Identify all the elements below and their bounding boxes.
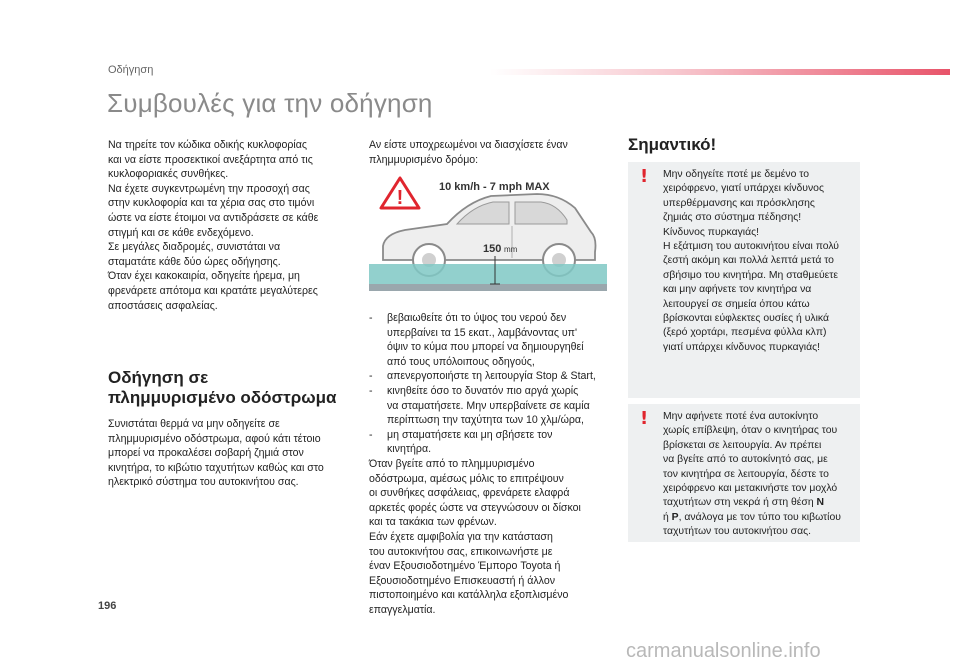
header-gradient-bar xyxy=(490,69,950,75)
warning-box-handbrake xyxy=(628,162,860,398)
warning-text-unattended: Μην αφήνετε ποτέ ένα αυτοκίνητο χωρίς επίβλεψη, όταν ο κινητήρας του βρίσκεται σε λειτουργία. Αν πρέπει να βγείτε από το αυτοκίνητό σας, με τον κινητήρα σε λειτουργία, δέστε το χειρόφρενο και μετακινήστε τον μοχλό ταχυτήτων στη νεκρά ή στη θέση N ή P, ανάλογα με τον τύπο του κιβωτίου ταχυτήτων του αυτοκινήτου σας. xyxy=(663,411,841,538)
page-title: Συμβουλές για την οδήγηση xyxy=(107,88,433,118)
flood-paragraph: Συνιστάται θερμά να μην οδηγείτε σε πλημμυρισμένο οδόστρωμα, αφού κάτι τέτοιο μπορεί να προκαλέσει σοβαρή ζημιά στον κινητήρα, το κιβώτιο ταχυτήτων καθώς και στο ηλεκτρικό σύστημα του αυτοκινήτου σας. xyxy=(108,418,324,489)
list-item: - απενεργοποιήστε τη λειτουργία Stop & Start, xyxy=(369,369,604,384)
crossing-steps xyxy=(369,311,604,617)
speed-limit-label: 10 km/h - 7 mph MAX xyxy=(439,181,550,193)
warning-text-handbrake: Μην οδηγείτε ποτέ με δεμένο το χειρόφρενο, γιατί υπάρχει κίνδυνος υπερθέρμανσης και πρόσκλησης ζημιάς στο σύστημα πέδησης! Κίνδυνος πυρκαγιάς! Η εξάτμιση του αυτοκινήτου είναι πολύ ζεστή ακόμη και πολλά λεπτά μετά το σβήσιμο του κινητήρα. Μη σταθμεύετε και μην αφήνετε τον κινητήρα να λειτουργεί σε σημεία όπου κάτω βρίσκονται εύφλεκτες ουσίες ή υλικά (ξερό χορτάρι, πεσμένα φύλλα κλπ) γιατί υπάρχει κίνδυνος πυρκαγιάς! xyxy=(663,169,839,353)
road-surface xyxy=(369,284,607,291)
warning-box-unattended xyxy=(628,404,860,542)
warning-exclamation-icon: ! xyxy=(640,408,649,429)
warning-glyph: ! xyxy=(396,187,404,209)
flood-water xyxy=(369,264,607,284)
crossing-intro: Αν είστε υποχρεωμένοι να διασχίσετε έναν πλημμυρισμένο δρόμο: xyxy=(369,139,568,166)
watermark: carmanualsonline.info xyxy=(626,640,821,662)
list-item: - κινηθείτε όσο το δυνατόν πιο αργά χωρίς να σταματήσετε. Μην υπερβαίνετε σε καμία περίπτωση την ταχύτητα των 10 χλμ/ώρα, xyxy=(369,384,604,428)
list-item: - βεβαιωθείτε ότι το ύψος του νερού δεν υπερβαίνει τα 15 εκατ., λαμβάνοντας υπ' όψιν το κύμα που μπορεί να δημιουργηθεί από τους υπόλοιπους οδηγούς, xyxy=(369,311,604,369)
after-crossing-paragraph: Όταν βγείτε από το πλημμυρισμένο οδόστρωμα, αμέσως μόλις το επιτρέψουν οι συνθήκες ασφάλειας, φρενάρετε ελαφρά αρκετές φορές ώστε να στεγνώσουν οι δίσκοι και τα τακάκια των φρένων. Εάν έχετε αμφιβολία για την κατάσταση του αυτοκινήτου σας, επικοινωνήστε με έναν Εξουσιοδοτημένο Έμπορο Toyota ή Εξουσιοδοτημένο Επισκευαστή ή άλλον πιστοποιημένο και κατάλληλα εξοπλισμένο επαγγελματία. xyxy=(369,457,581,616)
flood-heading: Οδήγηση σε πλημμυρισμένο οδόστρωμα xyxy=(108,368,337,407)
important-heading: Σημαντικό! xyxy=(628,135,717,154)
page-number: 196 xyxy=(98,600,117,612)
warning-exclamation-icon: ! xyxy=(640,166,649,187)
car-illustration-svg xyxy=(369,172,607,300)
gear-n: N xyxy=(816,497,825,509)
list-item: - μη σταματήσετε και μη σβήσετε τον κινητήρα. xyxy=(369,428,604,457)
gear-p: P xyxy=(671,511,679,523)
intro-paragraph: Να τηρείτε τον κώδικα οδικής κυκλοφορίας και να είστε προσεκτικοί ανεξάρτητα από τις κυκλοφοριακές συνθήκες. Να έχετε συγκεντρωμένη την προσοχή σας στην κυκλοφορία και τα χέρια σας στο τιμόνι ώστε να είστε έτοιμοι να αντιδράσετε σε κάθε στιγμή και σε κάθε ενδεχόμενο. Σε μεγάλες διαδρομές, συνιστάται να σταματάτε κάθε δύο ώρες οδήγησης. Όταν έχει κακοκαιρία, οδηγείτε ήρεμα, μη φρενάρετε απότομα και κρατάτε μεγαλύτερες αποστάσεις ασφαλείας. xyxy=(108,139,319,312)
depth-value: 150 xyxy=(483,243,502,255)
flood-car-illustration xyxy=(369,172,607,300)
depth-unit: mm xyxy=(504,245,518,254)
section-label: Οδήγηση xyxy=(108,64,154,76)
